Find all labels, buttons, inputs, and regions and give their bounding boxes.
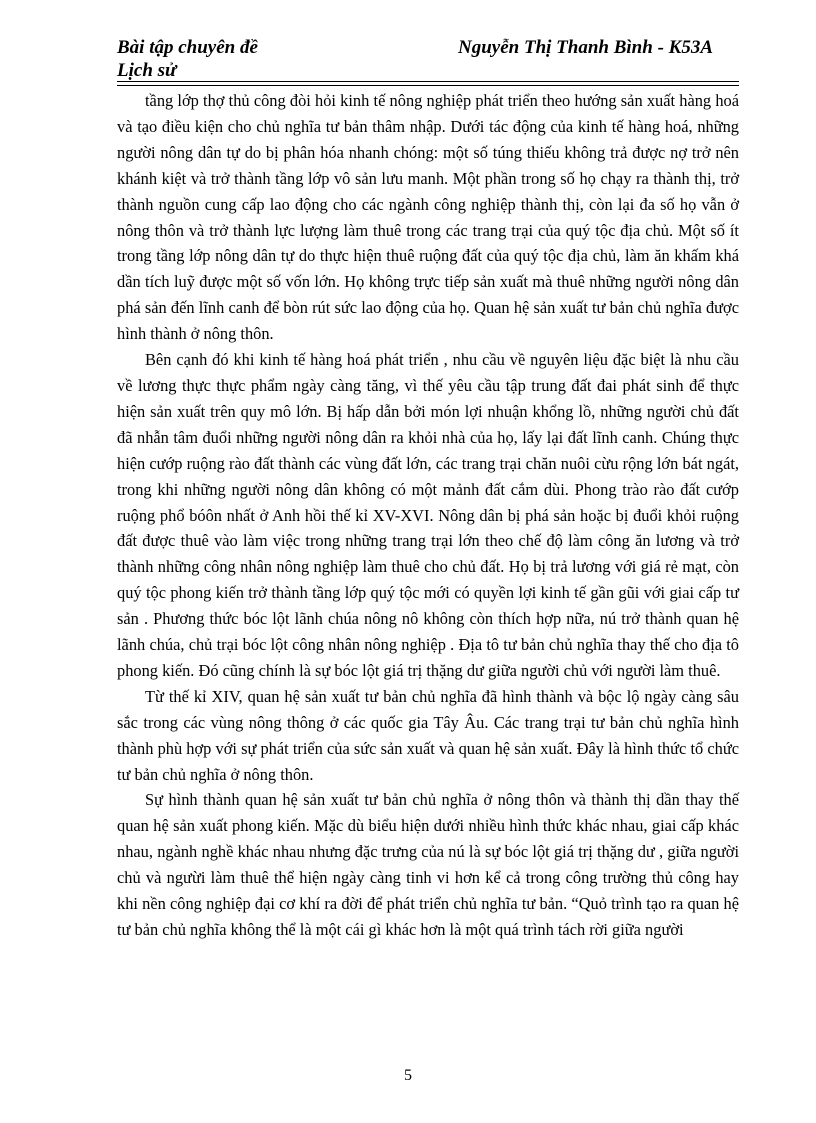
paragraph: Từ thế kỉ XIV, quan hệ sản xuất tư bản chủ nghĩa đã hình thành và bộc lộ ngày càng sâu sắc trong các vùng nông thông ở các quốc gia Tây Âu. Các trang trại tư bản chủ nghĩa hình thành phù hợp với sự phát triển của sức sản xuất và quan hệ sản xuất. Đây là hình thức tổ chức tư bản chủ nghĩa ở nông thôn. [117,686,739,784]
page-number: 5 [404,1067,412,1084]
header-rule-thin [117,85,739,86]
paragraph: Sự hình thành quan hệ sản xuất tư bản chủ nghĩa ở nông thôn và thành thị dần thay thế quan hệ sản xuất phong kiến. Mặc dù biểu hiện dưới nhiều hình thức khác nhau, giai cấp khác nhau, ngành nghề khác nhau nhưng đặc trưng của nú là sự bóc lột giá trị thặng dư , giữa người chủ và ngưừi làm thuê thể hiện ngày càng tinh vi hơn kể cả trong công trường thủ công hay khi nền công nghiệp đại cơ khí ra đời để phát triển chủ nghĩa tư bản. “Quỏ trình tạo ra quan hệ tư bản chủ nghĩa không thể là một cái gì khác hơn là một quá trình tách rời giữa người [117,790,739,939]
paragraph: tầng lớp thợ thủ công đòi hỏi kinh tế nông nghiệp phát triển theo hướng sản xuất hàng hoá và tạo điều kiện cho chủ nghĩa tư bản thâm nhập. Dưới tác động của kinh tế hàng hoá, những người nông dân tự do bị phân hóa nhanh chóng: một số túng thiếu không trả được nợ trở nên khánh kiệt và trở thành tầng lớp vô sản lưu manh. Một phần trong số họ chạy ra thành thị, trở thành nguồn cung cấp lao động cho các ngành công nghiệp thành thị, còn lại đa số họ vẫn ở nông thôn và trở thành lực lượng làm thuê trong các trang trại của quý tộc địa chủ. Một số ít trong tầng lớp nông dân tự do thực hiện thuê ruộng đất của quý tộc địa chủ, làm ăn khấm khá dần tích luỹ được một số vốn lớn. Họ không trực tiếp sản xuất mà thuê những người nông dân phá sản đến lĩnh canh để bòn rút sức lao động của họ. Quan hệ sản xuất tư bản chủ nghĩa được hình thành ở nông thôn. [117,91,739,344]
header-course-title: Bài tập chuyên đề [117,37,258,58]
header-subject: Lịch sử [117,60,177,81]
header-rule-thick [117,81,739,82]
body-text [117,88,739,943]
header-author: Nguyễn Thị Thanh Bình - K53A [458,37,713,58]
paragraph: Bên cạnh đó khi kinh tế hàng hoá phát triển , nhu cầu về nguyên liệu đặc biệt là nhu cầu về lương thực thực phẩm ngày càng tăng, vì thế yêu cầu tập trung đất đai phát sinh để thực hiện sản xuất trên quy mô lớn. Bị hấp dẫn bởi món lợi nhuận khổng lồ, những người chủ đất đã nhẫn tâm đuổi những người nông dân ra khỏi nhà của họ, lấy lại đất lĩnh canh. Chúng thực hiện cướp ruộng rào đất thành các vùng đất lớn, các trang trại chăn nuôi cừu rộng lớn bát ngát, trong khi những người nông dân không có một mảnh đất cắm dùi. Phong trào rào đất cướp ruộng phổ bóôn nhất ở Anh hồi thế kỉ XV-XVI. Nông dân bị phá sản hoặc bị đuổi khỏi ruộng đất được thuê vào làm việc trong những trang trại lớn theo chế độ làm công ăn lương và trở thành những công nhân nông nghiệp làm thuê cho chủ đất. Họ bị trả lương với giá rẻ mạt, còn quý tộc phong kiến trở thành tầng lớp quý tộc mới có quyền lợi kinh tế gần gũi với giai cấp tư sản . Phương thức bóc lột lãnh chúa nông nô không còn thích hợp nữa, nú trở thành quan hệ lãnh chúa, chủ trại bóc lột công nhân nông nghiệp . Địa tô tư bản chủ nghĩa thay thế cho địa tô phong kiến. Đó cũng chính là sự bóc lột giá trị thặng dư giữa người chủ với người làm thuê. [117,350,739,680]
